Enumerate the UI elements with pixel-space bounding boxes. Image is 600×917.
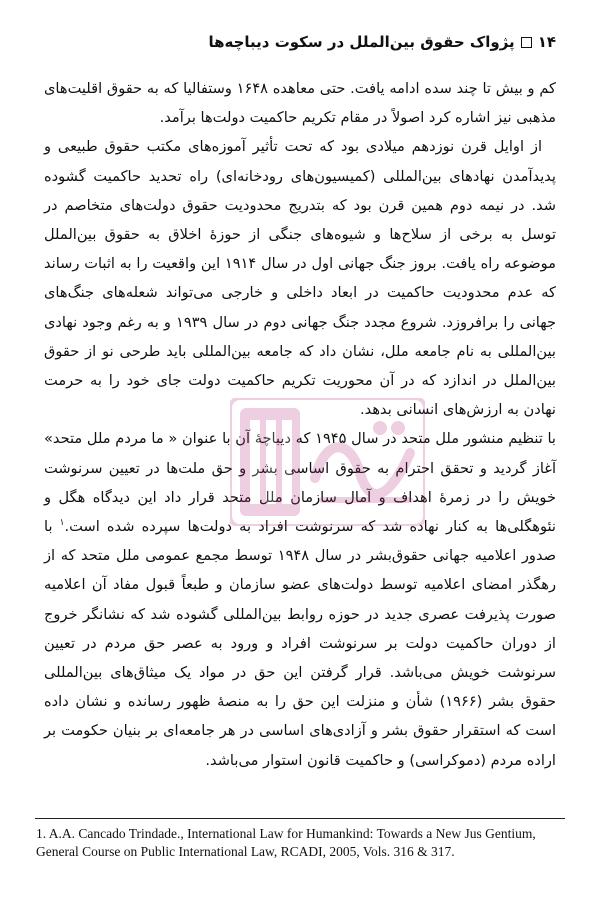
paragraph-1: کم و بیش تا چند سده ادامه یافت. حتی معاهده ۱۶۴۸ وستفالیا که به حقوق اقلیت‌های مذهبی نیز اشاره کرد اصولاً در مقام تکریم حاکمیت دولت‌ها برآمد. [44,80,556,127]
body-text [44,74,556,775]
paragraph-2: از اوایل قرن نوزدهم میلادی بود که تحت تأثیر آموزه‌های مکتب حقوق طبیعی و پدیدآمدن نهادهای بین‌المللی (کمیسیون‌های رودخانه‌ای) راه تحدید حاکمیت گشوده شد. در نیمه دوم همین قرن بود که بتدریج محدودیت حقوق دولت‌های متخاصم در توسل به برخی از سلاح‌ها و شیوه‌های جنگی از حوزهٔ اخلاق به حقوق بین‌الملل موضوعه راه یافت. بروز جنگ جهانی اول در سال ۱۹۱۴ این واقعیت را به اثبات رساند که عدم محدودیت حاکمیت در ابعاد داخلی و خارجی می‌تواند شعله‌های جنگ‌های جهانی را برافروزد. شروع مجدد جنگ جهانی دوم در سال ۱۹۳۹ و به رغم وجود نهادی بین‌المللی به نام جامعه ملل، نشان داد که جامعه بین‌المللی باید طرحی نو از حقوق بین‌الملل در اندازد که در آن محوریت تکریم حاکمیت دولت جای خود را به حرمت نهادن به ارزش‌های انسانی بدهد. [44,138,556,419]
footnote-divider [35,818,565,819]
page-number: ۱۴ [537,33,556,51]
paragraph-3 [44,424,556,774]
footnote: 1. A.A. Cancado Trindade., International Law for Humankind: Towards a New Jus Gentium, General Course on Public International Law, RCADI, 2005, Vols. 316 & 317. [36,826,536,859]
running-title: پژواک حقوق بین‌الملل در سکوت دیباچه‌ها [208,33,515,51]
paragraph-3-text-b: با صدور اعلامیه جهانی حقوق‌بشر در سال ۱۹۴۸ توسط مجمع عمومی ملل متحد که از رهگذر امضای اعلامیه توسط دولت‌های عضو سازمان و طبعاً قبول مفاد آن اعلامیه صورت پذیرفت عصری جدید در حوزه روابط بین‌المللی گشوده شد که نشانگر خروج از دوران حاکمیت دولت بر سرنوشت افراد و ورود به عصر حق مردم در تعیین سرنوشت خویش می‌باشد. قرار گرفتن این حق در مواد یک میثاق‌های بین‌المللی حقوق بشر (۱۹۶۶) شأن و منزلت این حق را به منصهٔ ظهور رسانده و نشان داده است که استقرار حقوق بشر و آزادی‌های اساسی در هر جامعه‌ای بر بنیان حکومت بر اراده مردم (دموکراسی) و حاکمیت قانون استوار می‌باشد. [44,518,556,769]
footnote-reference[interactable]: ۱ [59,518,65,529]
square-bullet-icon [521,37,532,48]
page-header [44,30,556,54]
paragraph-3-text-a: با تنظیم منشور ملل متحد در سال ۱۹۴۵ که دیباچهٔ آن با عنوان « ما مردم ملل متحد» آغاز گردید و تحقق احترام به حقوق اساسی بشر و حق ملت‌ها در تعیین سرنوشت خویش را در زمرهٔ اهداف و آمال سازمان ملل متحد قرار داد این دیدگاه هگل و نئوهگلی‌ها به کنار نهاده شد که سرنوشت افراد به دولت‌ها سپرده شده است. [44,430,556,536]
